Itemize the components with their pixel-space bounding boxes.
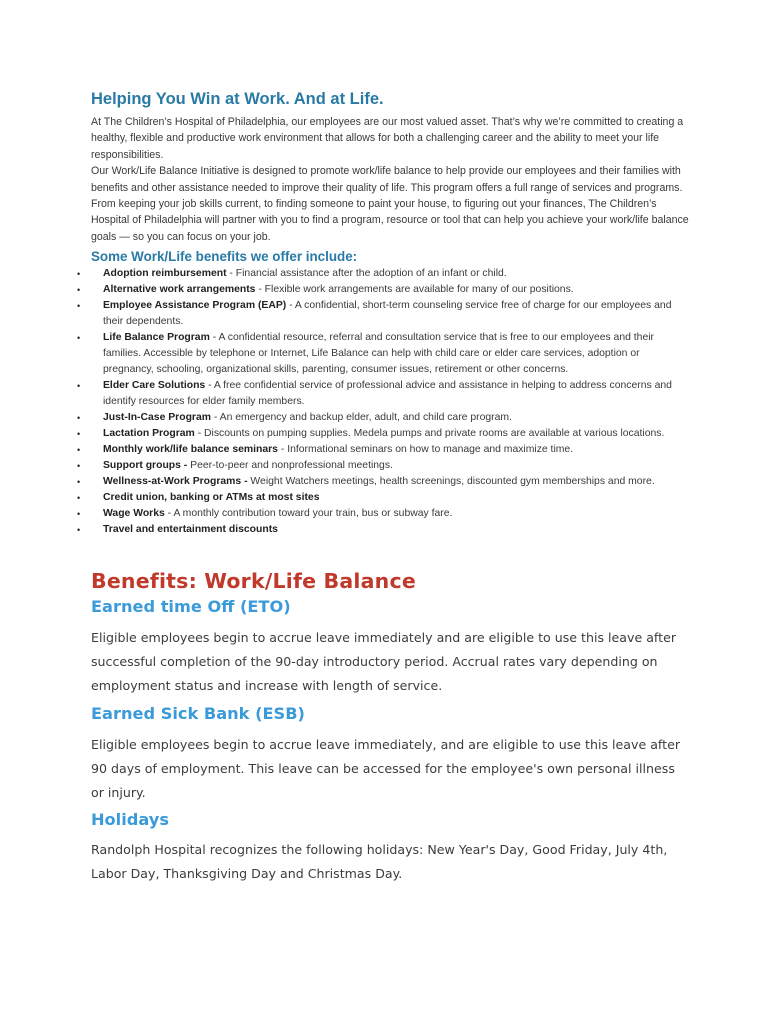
benefit-list-item [77, 330, 687, 378]
intro-paragraph-1: At The Children’s Hospital of Philadelphia, our employees are our most valued asset. That’s why we’re committed to creating a healthy, flexible and productive work environment that allows for both a challenging career and the ability to meet your life responsibilities. [91, 116, 684, 161]
benefit-description: - An emergency and backup elder, adult, and child care program. [210, 412, 512, 423]
bullet-icon: • [77, 381, 81, 391]
eto-text: Eligible employees begin to accrue leave immediately and are eligible to use this leave after successful completion of the 90-day introductory period. Accrual rates vary depending on employment status and increase with length of service. [91, 630, 677, 694]
benefit-description: - A free confidential service of professional advice and assistance in helping to address concerns and identify resources for elder family members. [103, 380, 672, 407]
benefit-name: Wellness-at-Work Programs - [103, 476, 248, 487]
benefit-name: Just-In-Case Program [103, 412, 211, 423]
benefit-list-item [77, 282, 687, 298]
benefit-list-item [77, 442, 687, 458]
benefit-list-item [77, 522, 687, 538]
benefit-list-item [77, 474, 687, 490]
benefit-list-item [77, 410, 687, 426]
benefit-list-item [77, 458, 687, 474]
benefit-name: Credit union, banking or ATMs at most sites [103, 492, 320, 503]
bullet-icon: • [77, 477, 81, 487]
benefit-name: Lactation Program [103, 428, 195, 439]
benefit-list-item [77, 426, 687, 442]
benefit-description: Peer-to-peer and nonprofessional meetings. [187, 460, 393, 471]
benefit-name: Employee Assistance Program (EAP) [103, 300, 287, 311]
benefit-description: - A monthly contribution toward your train, bus or subway fare. [164, 508, 453, 519]
benefit-description: Weight Watchers meetings, health screenings, discounted gym memberships and more. [247, 476, 655, 487]
benefit-name: Elder Care Solutions [103, 380, 206, 391]
bullet-icon: • [77, 493, 81, 503]
benefit-name: Travel and entertainment discounts [103, 524, 278, 535]
benefit-name: Adoption reimbursement [103, 268, 227, 279]
benefit-name: Wage Works [103, 508, 165, 519]
benefit-list-item [77, 506, 687, 522]
benefit-name: Alternative work arrangements [103, 284, 256, 295]
benefit-list-item [77, 298, 687, 330]
benefits-list [77, 266, 687, 538]
benefit-description: - A confidential resource, referral and consultation service that is free to our employees and their families. Accessible by telephone or Internet, Life Balance can help with child care or elder care services, adoption or pregnancy, schooling, organizational skills, parenting, consumer issues, retirement or other concerns. [103, 332, 654, 375]
bullet-icon: • [77, 269, 81, 279]
benefit-description: - Financial assistance after the adoption of an infant or child. [226, 268, 507, 279]
bullet-icon: • [77, 509, 81, 519]
holidays-text: Randolph Hospital recognizes the following holidays: New Year's Day, Good Friday, July 4th, Labor Day, Thanksgiving Day and Christmas Day. [91, 842, 668, 882]
intro-body [91, 114, 691, 245]
benefit-description: - Discounts on pumping supplies. Medela pumps and private rooms are available at various locations. [194, 428, 665, 439]
balance-section-title: Benefits: Work/Life Balance [91, 569, 416, 593]
intro-title: Helping You Win at Work. And at Life. [91, 90, 384, 108]
bullet-icon: • [77, 285, 81, 295]
bullet-icon: • [77, 301, 81, 311]
esb-heading: Earned Sick Bank (ESB) [91, 704, 305, 723]
bullet-icon: • [77, 525, 81, 535]
esb-text: Eligible employees begin to accrue leave immediately, and are eligible to use this leave after 90 days of employment. This leave can be accessed for the employee's own personal illness or injury. [91, 737, 681, 801]
benefit-description: - Informational seminars on how to manage and maximize time. [277, 444, 574, 455]
benefit-name: Monthly work/life balance seminars [103, 444, 278, 455]
benefit-name: Support groups - [103, 460, 188, 471]
benefit-list-item [77, 266, 687, 282]
eto-heading: Earned time Off (ETO) [91, 597, 291, 616]
benefit-description: - A confidential, short-term counseling service free of charge for our employees and their dependents. [103, 300, 672, 327]
bullet-icon: • [77, 445, 81, 455]
benefit-list-item [77, 490, 687, 506]
intro-paragraph-2: Our Work/Life Balance Initiative is designed to promote work/life balance to help provide our employees and their families with benefits and other assistance needed to improve their quality of life. This program offers a full range of services and programs. From keeping your job skills current, to finding someone to paint your house, to figuring out your finances, The Children’s Hospital of Philadelphia will partner with you to find a program, resource or tool that can help you achieve your work/life balance goals — so you can focus on your job. [91, 165, 689, 243]
benefits-heading: Some Work/Life benefits we offer include: [91, 249, 358, 264]
benefit-list-item [77, 378, 687, 410]
bullet-icon: • [77, 333, 81, 343]
benefit-description: - Flexible work arrangements are available for many of our positions. [255, 284, 574, 295]
benefit-name: Life Balance Program [103, 332, 210, 343]
holidays-heading: Holidays [91, 810, 169, 829]
bullet-icon: • [77, 429, 81, 439]
bullet-icon: • [77, 413, 81, 423]
bullet-icon: • [77, 461, 81, 471]
